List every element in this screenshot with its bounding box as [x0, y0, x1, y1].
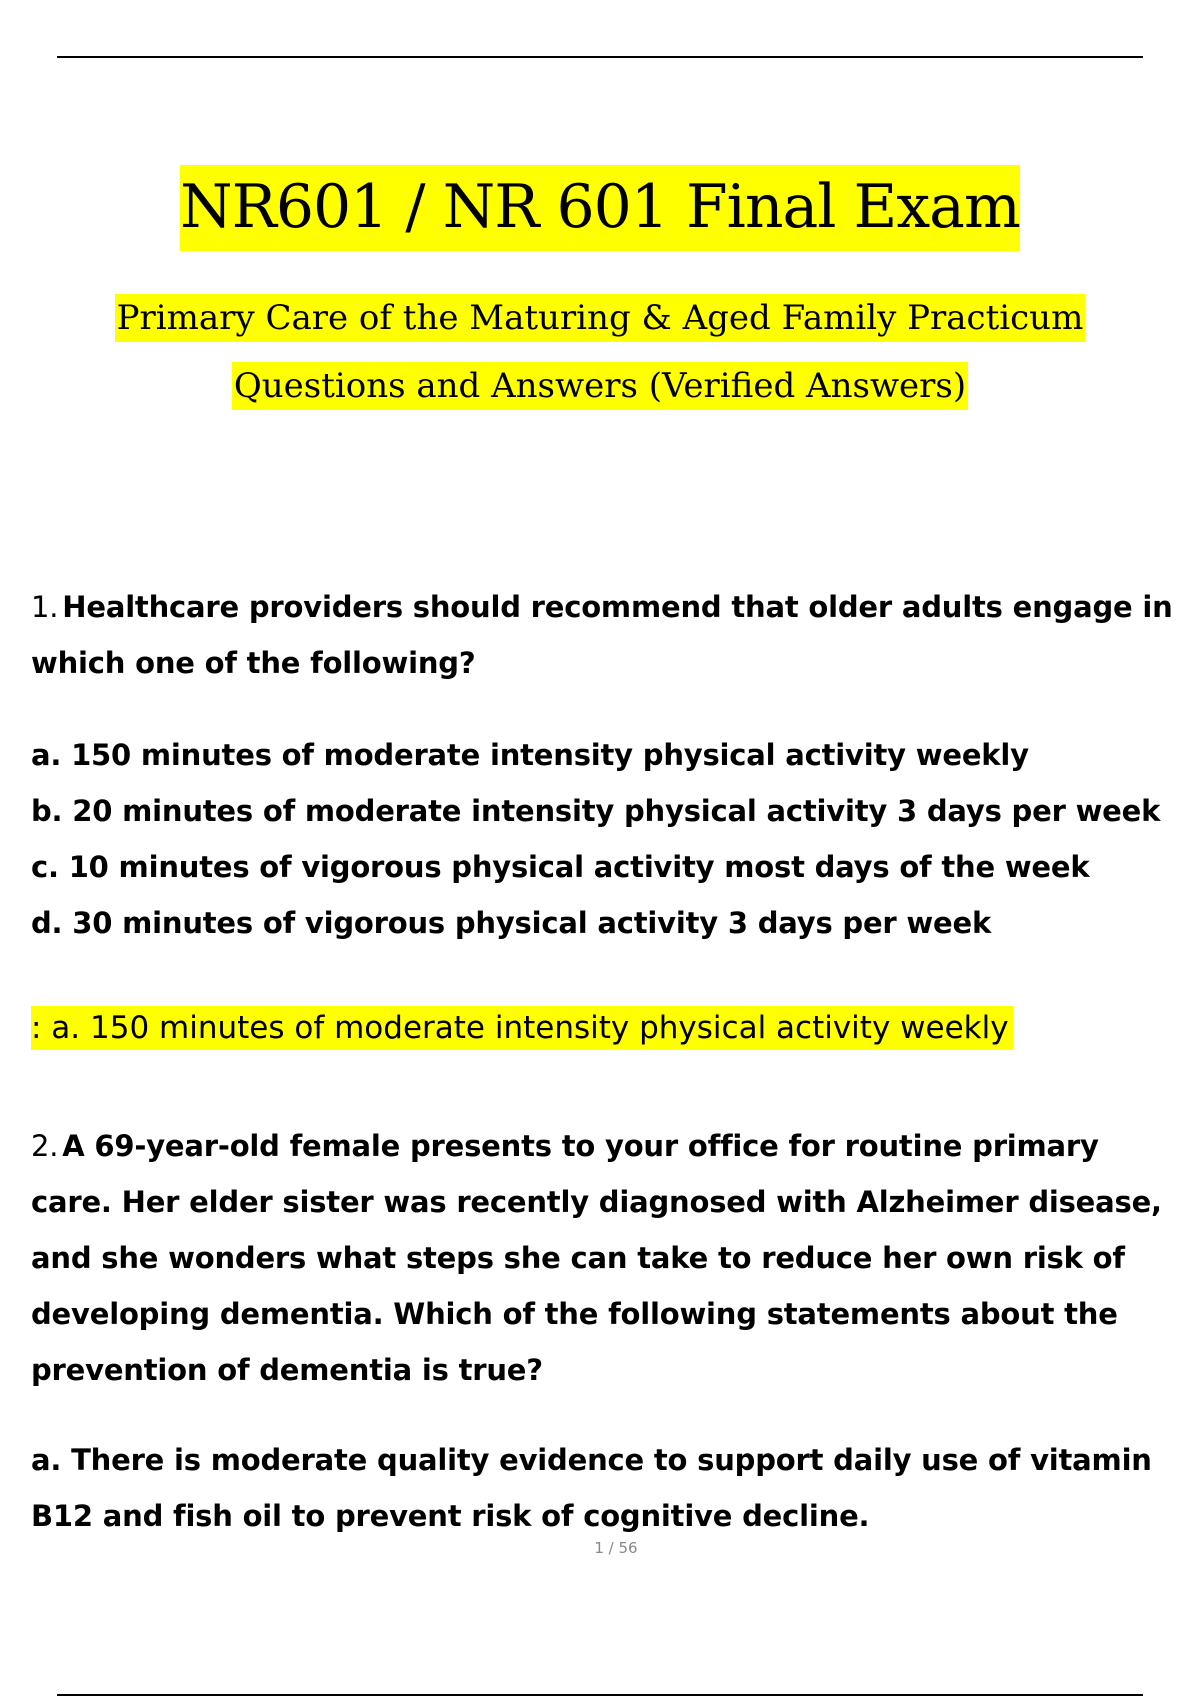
- page-indicator: 1 / 56: [594, 1539, 638, 1557]
- subtitle-block-2: [0, 362, 1200, 410]
- question-1-stem: Healthcare providers should recommend that older adults engage in which one of the following?: [31, 590, 1173, 680]
- question-2-option-a: a. There is moderate quality evidence to support daily use of vitamin B12 and fish oil to prevent risk of cognitive decline.: [31, 1443, 1152, 1533]
- question-1-option-c: c. 10 minutes of vigorous physical activity most days of the week: [31, 850, 1090, 884]
- question-1-option-a: a. 150 minutes of moderate intensity physical activity weekly: [31, 738, 1029, 772]
- title-block: [0, 165, 1200, 251]
- top-rule: [57, 56, 1143, 58]
- question-1-option-d: d. 30 minutes of vigorous physical activity 3 days per week: [31, 906, 992, 940]
- question-1-option-b: b. 20 minutes of moderate intensity physical activity 3 days per week: [31, 794, 1161, 828]
- question-2-number: 2.: [31, 1129, 59, 1163]
- question-1-answer: : a. 150 minutes of moderate intensity physical activity weekly: [31, 1006, 1013, 1050]
- question-1-options: [31, 727, 1181, 951]
- question-1-answer-block: [31, 1006, 1013, 1050]
- question-2-stem: A 69-year-old female presents to your office for routine primary care. Her elder sister was recently diagnosed with Alzheimer disease, and she wonders what steps she can take to reduce her own risk of developing dementia. Which of the following statements about the prevention of dementia is true?: [31, 1129, 1162, 1387]
- subtitle-block-1: [0, 294, 1200, 342]
- bottom-rule: [57, 1694, 1143, 1696]
- document-title: NR601 / NR 601 Final Exam: [180, 165, 1020, 251]
- document-subtitle-line-2: Questions and Answers (Verified Answers): [232, 362, 968, 410]
- document-subtitle-line-1: Primary Care of the Maturing & Aged Family Practicum: [115, 294, 1086, 342]
- question-1: [31, 579, 1181, 691]
- question-2: [31, 1118, 1181, 1398]
- question-1-number: 1.: [31, 590, 59, 624]
